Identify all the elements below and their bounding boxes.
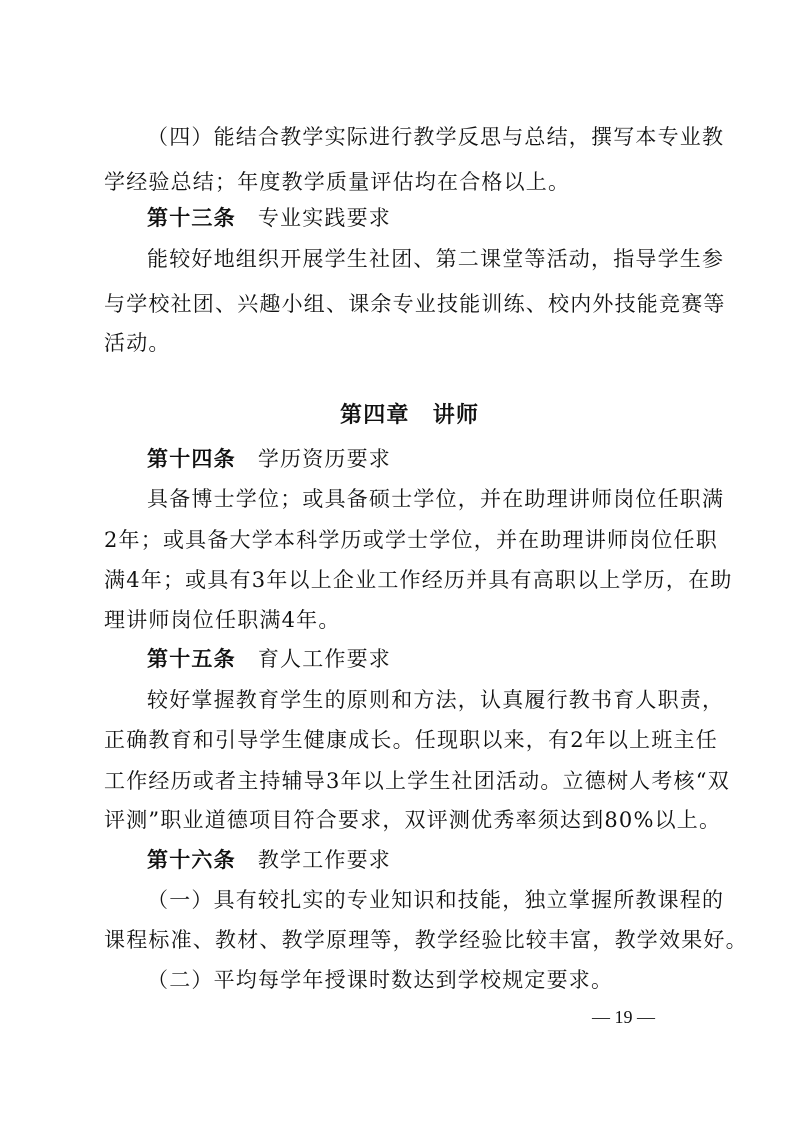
paragraph-line: 理讲师岗位任职满4年。 (104, 608, 341, 632)
paragraph-line: 具备博士学位；或具备硕士学位，并在助理讲师岗位任职满 (147, 487, 725, 511)
article-label: 第十五条 (147, 647, 236, 671)
chapter-title: 第四章 讲师 (340, 403, 480, 428)
article-name: 专业实践要求 (257, 206, 392, 230)
paragraph-line: 工作经历或者主持辅导3年以上学生社团活动。立德树人考核“双 (104, 769, 730, 793)
article-heading-13 (147, 204, 391, 232)
paragraph-line: 能较好地组织开展学生社团、第二课堂等活动，指导学生参 (147, 247, 725, 271)
paragraph-line: 活动。 (104, 331, 171, 355)
paragraph-line: 评测”职业道德项目符合要求，双评测优秀率须达到80%以上。 (104, 808, 722, 832)
paragraph-line: 学经验总结；年度教学质量评估均在合格以上。 (104, 170, 571, 194)
paragraph-line: 较好掌握教育学生的原则和方法，认真履行教书育人职责， (147, 688, 725, 712)
paragraph-line: （四）能结合教学实际进行教学反思与总结，撰写本专业教 (147, 125, 725, 149)
article-heading-15 (147, 645, 391, 673)
paragraph-line: （二）平均每学年授课时数达到学校规定要求。 (147, 968, 614, 992)
paragraph-line: 与学校社团、兴趣小组、课余专业技能训练、校内外技能竞赛等 (104, 292, 726, 316)
paragraph-line: 课程标准、教材、教学原理等，教学经验比较丰富，教学效果好。 (104, 928, 748, 952)
paragraph-line: 满4年；或具有3年以上企业工作经历并具有高职以上学历，在助 (104, 568, 733, 592)
article-label: 第十三条 (147, 206, 236, 230)
paragraph-line: 2年；或具备大学本科学历或学士学位，并在助理讲师岗位任职 (104, 528, 718, 552)
article-heading-14 (147, 445, 391, 473)
paragraph-line: （一）具有较扎实的专业知识和技能，独立掌握所教课程的 (147, 888, 725, 912)
article-heading-16 (147, 846, 391, 874)
article-label: 第十六条 (147, 848, 236, 872)
article-name: 教学工作要求 (257, 848, 392, 872)
article-label: 第十四条 (147, 447, 236, 471)
article-name: 学历资历要求 (257, 447, 392, 471)
article-name: 育人工作要求 (257, 647, 392, 671)
page-number: — 19 — (592, 1007, 655, 1027)
paragraph-line: 正确教育和引导学生健康成长。任现职以来，有2年以上班主任 (104, 728, 718, 752)
